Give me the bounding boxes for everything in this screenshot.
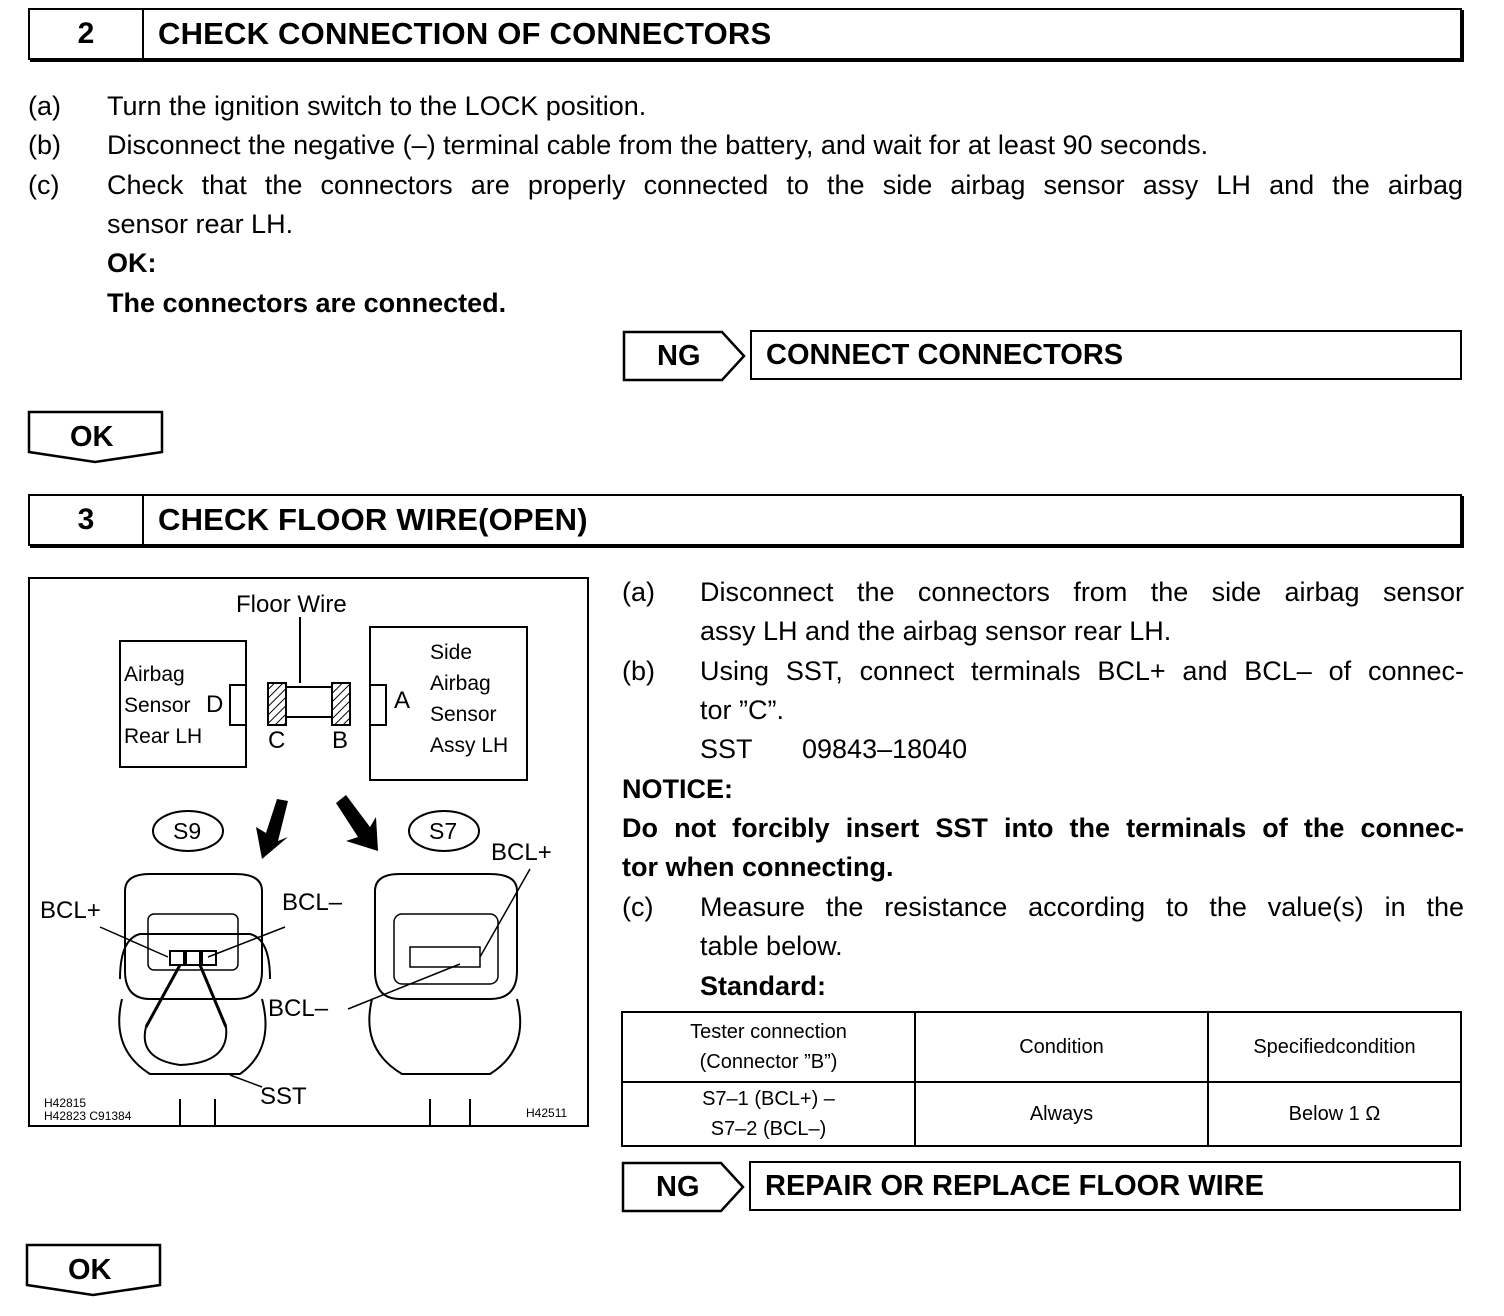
figure-code: H42511 — [526, 1106, 568, 1120]
instruction-text: Disconnect the connectors from the side airbag sensor — [700, 577, 1464, 607]
instruction-text-cont: sensor rear LH. — [107, 209, 294, 239]
item-label: (c) — [28, 170, 60, 200]
ok-criteria-label: OK: — [107, 248, 157, 278]
table-cell-condition: Always — [915, 1082, 1208, 1146]
instruction-text: Check that the connectors are properly connected to the side airbag sensor assy LH and the airbag — [107, 170, 1463, 200]
ng-action-box — [749, 1161, 1461, 1211]
ng-label: NG — [657, 340, 701, 372]
ng-label: NG — [656, 1171, 700, 1203]
table-header — [622, 1012, 915, 1082]
bcl-minus-label-right: BCL– — [268, 995, 329, 1022]
ng-action-text: REPAIR OR REPLACE FLOOR WIRE — [765, 1169, 1264, 1202]
figure-code: H42823 C91384 — [44, 1109, 132, 1123]
connector-c-label: C — [268, 727, 286, 754]
table-header-row — [622, 1012, 1461, 1082]
bcl-minus-label-left: BCL– — [282, 889, 343, 916]
label-line: Airbag — [124, 663, 185, 686]
connector-a-label: A — [394, 687, 411, 714]
step-title: CHECK CONNECTION OF CONNECTORS — [158, 16, 772, 51]
side-airbag-sensor-label — [430, 637, 508, 761]
table-header: Specifiedcondition — [1208, 1012, 1461, 1082]
ng-action-box — [750, 330, 1462, 380]
cell-line: S7–1 (BCL+) – — [702, 1088, 835, 1110]
header-line: (Connector ”B”) — [699, 1051, 838, 1073]
sst-label: SST — [260, 1083, 307, 1110]
s7-label: S7 — [429, 818, 458, 844]
ok-arrow-label: OK — [70, 421, 114, 453]
label-line: Sensor — [124, 694, 191, 717]
instruction-text: Disconnect the negative (–) terminal cable from the battery, and wait for at least 90 seconds. — [107, 130, 1209, 160]
figure-code: H42815 — [44, 1096, 87, 1110]
step-number: 2 — [30, 10, 144, 58]
notice-label: NOTICE: — [622, 774, 733, 804]
floor-wire-label: Floor Wire — [236, 591, 347, 618]
table-cell-spec: Below 1 Ω — [1208, 1082, 1461, 1146]
connector-illustration — [28, 577, 589, 1127]
bcl-plus-label-right: BCL+ — [491, 839, 552, 866]
connector-d-label: D — [206, 691, 224, 718]
airbag-sensor-rear-label — [124, 659, 202, 752]
item-label: (b) — [622, 656, 655, 686]
ok-criteria-text: The connectors are connected. — [107, 288, 507, 318]
step-3-header — [28, 494, 1462, 546]
s9-label: S9 — [173, 818, 202, 844]
label-line: Sensor — [430, 703, 497, 726]
step-number: 3 — [30, 496, 144, 544]
bcl-plus-label-left: BCL+ — [40, 897, 101, 924]
item-label: (a) — [622, 577, 655, 607]
item-label: (a) — [28, 91, 61, 121]
standard-label: Standard: — [700, 971, 827, 1001]
step-2-header — [28, 8, 1462, 60]
instruction-text: Using SST, connect terminals BCL+ and BCL– of connec- — [700, 656, 1464, 686]
connector-b-label: B — [332, 727, 349, 754]
table-row — [622, 1082, 1461, 1146]
instruction-text-cont: assy LH and the airbag sensor rear LH. — [700, 616, 1172, 646]
table-cell-connection — [622, 1082, 915, 1146]
cell-line: S7–2 (BCL–) — [710, 1118, 827, 1140]
label-line: Rear LH — [124, 725, 203, 748]
header-line: Tester connection — [690, 1021, 847, 1043]
label-line: Side — [430, 641, 473, 664]
item-label: (c) — [622, 892, 654, 922]
instruction-text: Measure the resistance according to the value(s) in the — [700, 892, 1464, 922]
instruction-text-cont: tor ”C”. — [700, 695, 784, 725]
sst-label: SST — [700, 734, 753, 764]
instruction-text-cont: table below. — [700, 931, 843, 961]
notice-text-cont: tor when connecting. — [622, 852, 894, 882]
sst-part-number: 09843–18040 — [802, 734, 968, 764]
instruction-text: Turn the ignition switch to the LOCK position. — [107, 91, 647, 121]
table-header: Condition — [915, 1012, 1208, 1082]
ok-arrow-label: OK — [68, 1254, 112, 1286]
ng-action-text: CONNECT CONNECTORS — [766, 338, 1124, 371]
label-line: Airbag — [430, 672, 491, 695]
item-label: (b) — [28, 130, 61, 160]
step-title: CHECK FLOOR WIRE(OPEN) — [158, 502, 588, 537]
notice-text: Do not forcibly insert SST into the terminals of the connec- — [622, 813, 1464, 843]
standard-table — [621, 1011, 1462, 1147]
label-line: Assy LH — [430, 734, 509, 757]
